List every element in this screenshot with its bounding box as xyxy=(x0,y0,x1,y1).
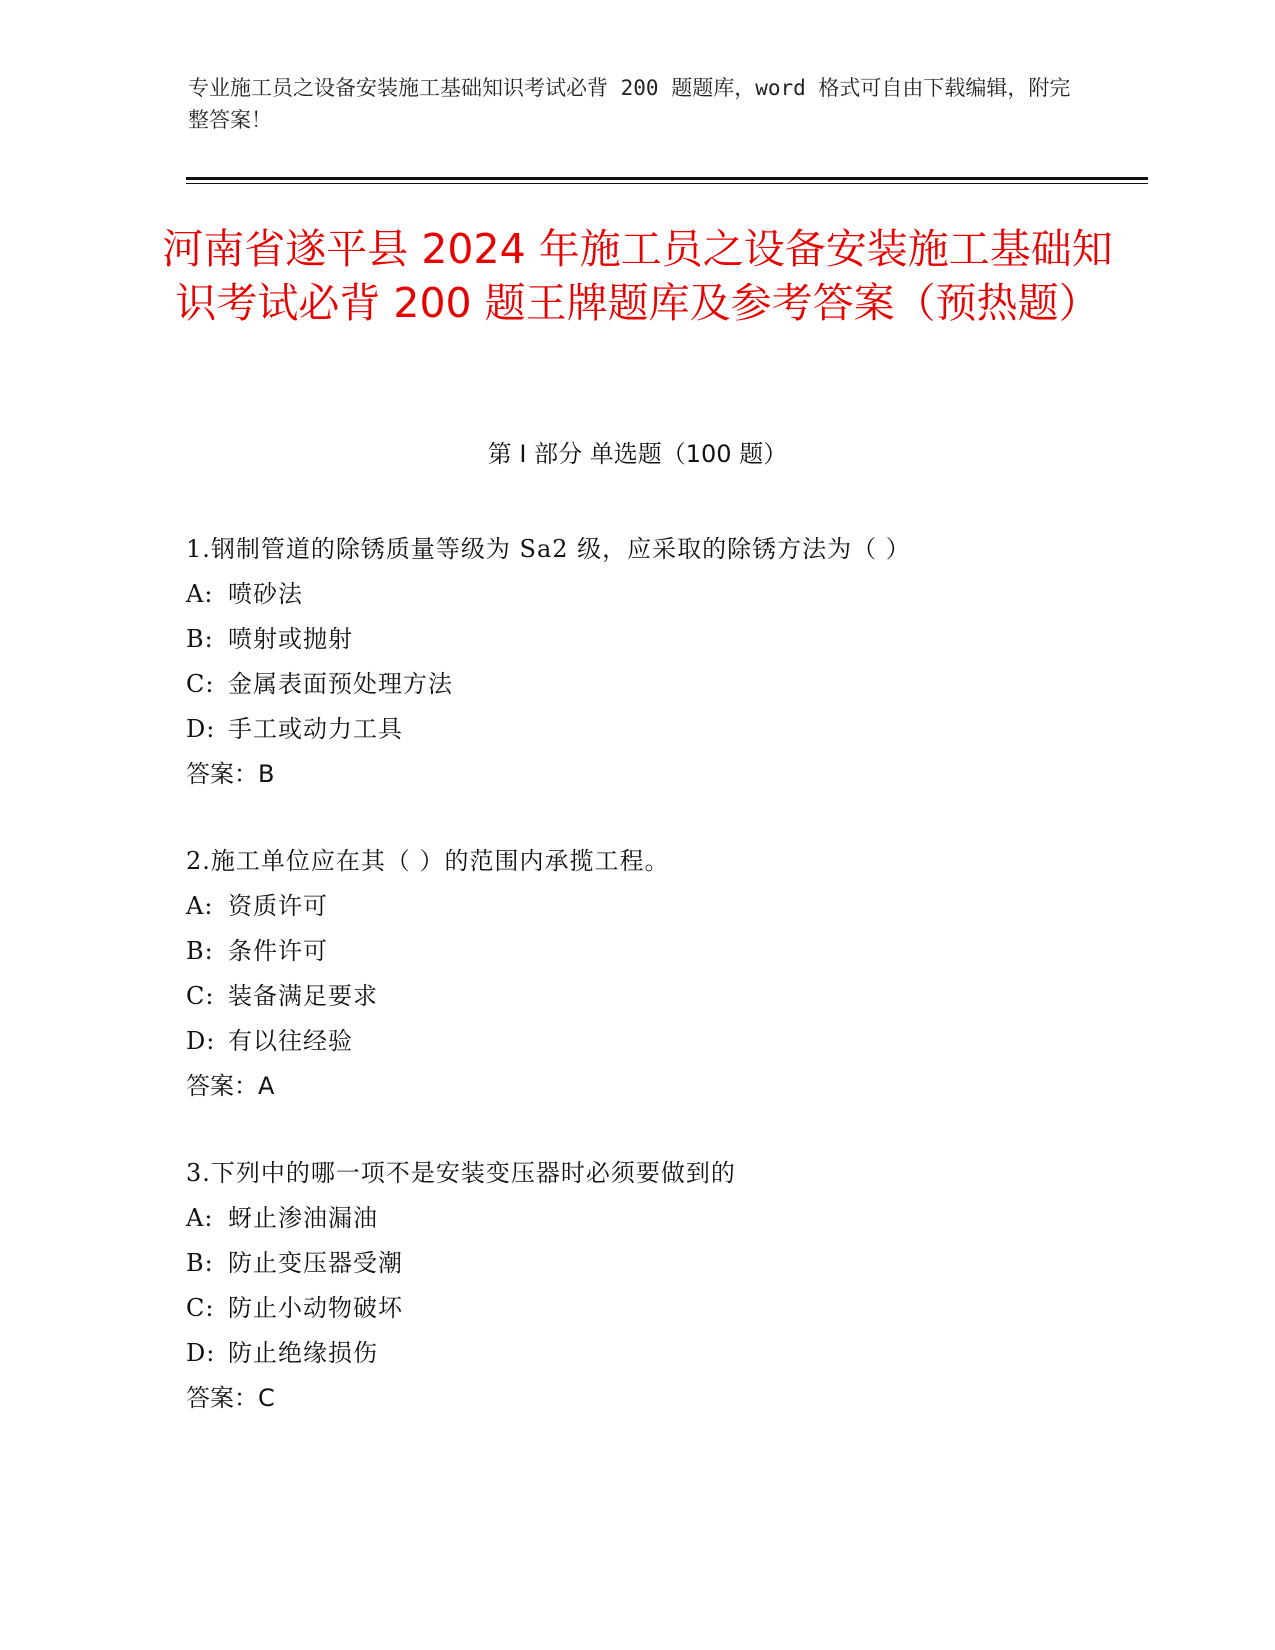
header-divider-thick xyxy=(186,177,1148,180)
option-key: D: xyxy=(186,1339,216,1367)
option-key: C: xyxy=(186,982,215,1010)
question-2 xyxy=(186,839,1086,1109)
option-key: B: xyxy=(186,625,214,653)
option-text: 喷射或抛射 xyxy=(228,625,353,653)
option-key: A: xyxy=(186,580,214,608)
option-key: D: xyxy=(186,715,216,743)
question-answer: 答案：B xyxy=(186,760,275,788)
header-divider-thin xyxy=(186,183,1148,184)
option-c xyxy=(186,974,1086,1019)
option-key: D: xyxy=(186,1027,216,1055)
option-b xyxy=(186,929,1086,974)
question-list xyxy=(186,527,1086,1463)
option-text: 喷砂法 xyxy=(228,580,303,608)
option-key: C: xyxy=(186,670,215,698)
option-a xyxy=(186,884,1086,929)
option-text: 手工或动力工具 xyxy=(228,715,403,743)
question-answer: 答案：C xyxy=(186,1384,275,1412)
option-a xyxy=(186,572,1086,617)
option-d xyxy=(186,707,1086,752)
option-text: 金属表面预处理方法 xyxy=(228,670,453,698)
option-key: B: xyxy=(186,1249,214,1277)
option-text: 装备满足要求 xyxy=(228,982,378,1010)
option-text: 防止小动物破坏 xyxy=(228,1294,403,1322)
option-c xyxy=(186,662,1086,707)
option-d xyxy=(186,1331,1086,1376)
option-key: A: xyxy=(186,892,214,920)
option-key: B: xyxy=(186,937,214,965)
option-b xyxy=(186,1241,1086,1286)
option-text: 防止变压器受潮 xyxy=(228,1249,403,1277)
question-3 xyxy=(186,1151,1086,1421)
option-key: C: xyxy=(186,1294,215,1322)
question-stem: 2.施工单位应在其（ ）的范围内承揽工程。 xyxy=(186,847,670,875)
option-text: 蚜止渗油漏油 xyxy=(228,1204,378,1232)
option-text: 资质许可 xyxy=(228,892,328,920)
option-c xyxy=(186,1286,1086,1331)
question-1 xyxy=(186,527,1086,797)
header-note: 专业施工员之设备安装施工基础知识考试必背 200 题题库，word 格式可自由下载编辑，附完整答案！ xyxy=(188,76,1071,132)
option-text: 有以往经验 xyxy=(228,1027,353,1055)
option-text: 条件许可 xyxy=(228,937,328,965)
option-text: 防止绝缘损伤 xyxy=(228,1339,378,1367)
section-title: 第 I 部分 单选题（100 题） xyxy=(487,440,788,468)
document-title: 河南省遂平县 2024 年施工员之设备安装施工基础知识考试必背 200 题王牌题库及参考答案（预热题） xyxy=(162,225,1113,327)
question-stem: 1.钢制管道的除锈质量等级为 Sa2 级，应采取的除锈方法为（ ） xyxy=(186,535,911,563)
question-stem: 3.下列中的哪一项不是安装变压器时必须要做到的 xyxy=(186,1159,736,1187)
option-a xyxy=(186,1196,1086,1241)
option-d xyxy=(186,1019,1086,1064)
option-b xyxy=(186,617,1086,662)
option-key: A: xyxy=(186,1204,214,1232)
question-answer: 答案：A xyxy=(186,1072,275,1100)
